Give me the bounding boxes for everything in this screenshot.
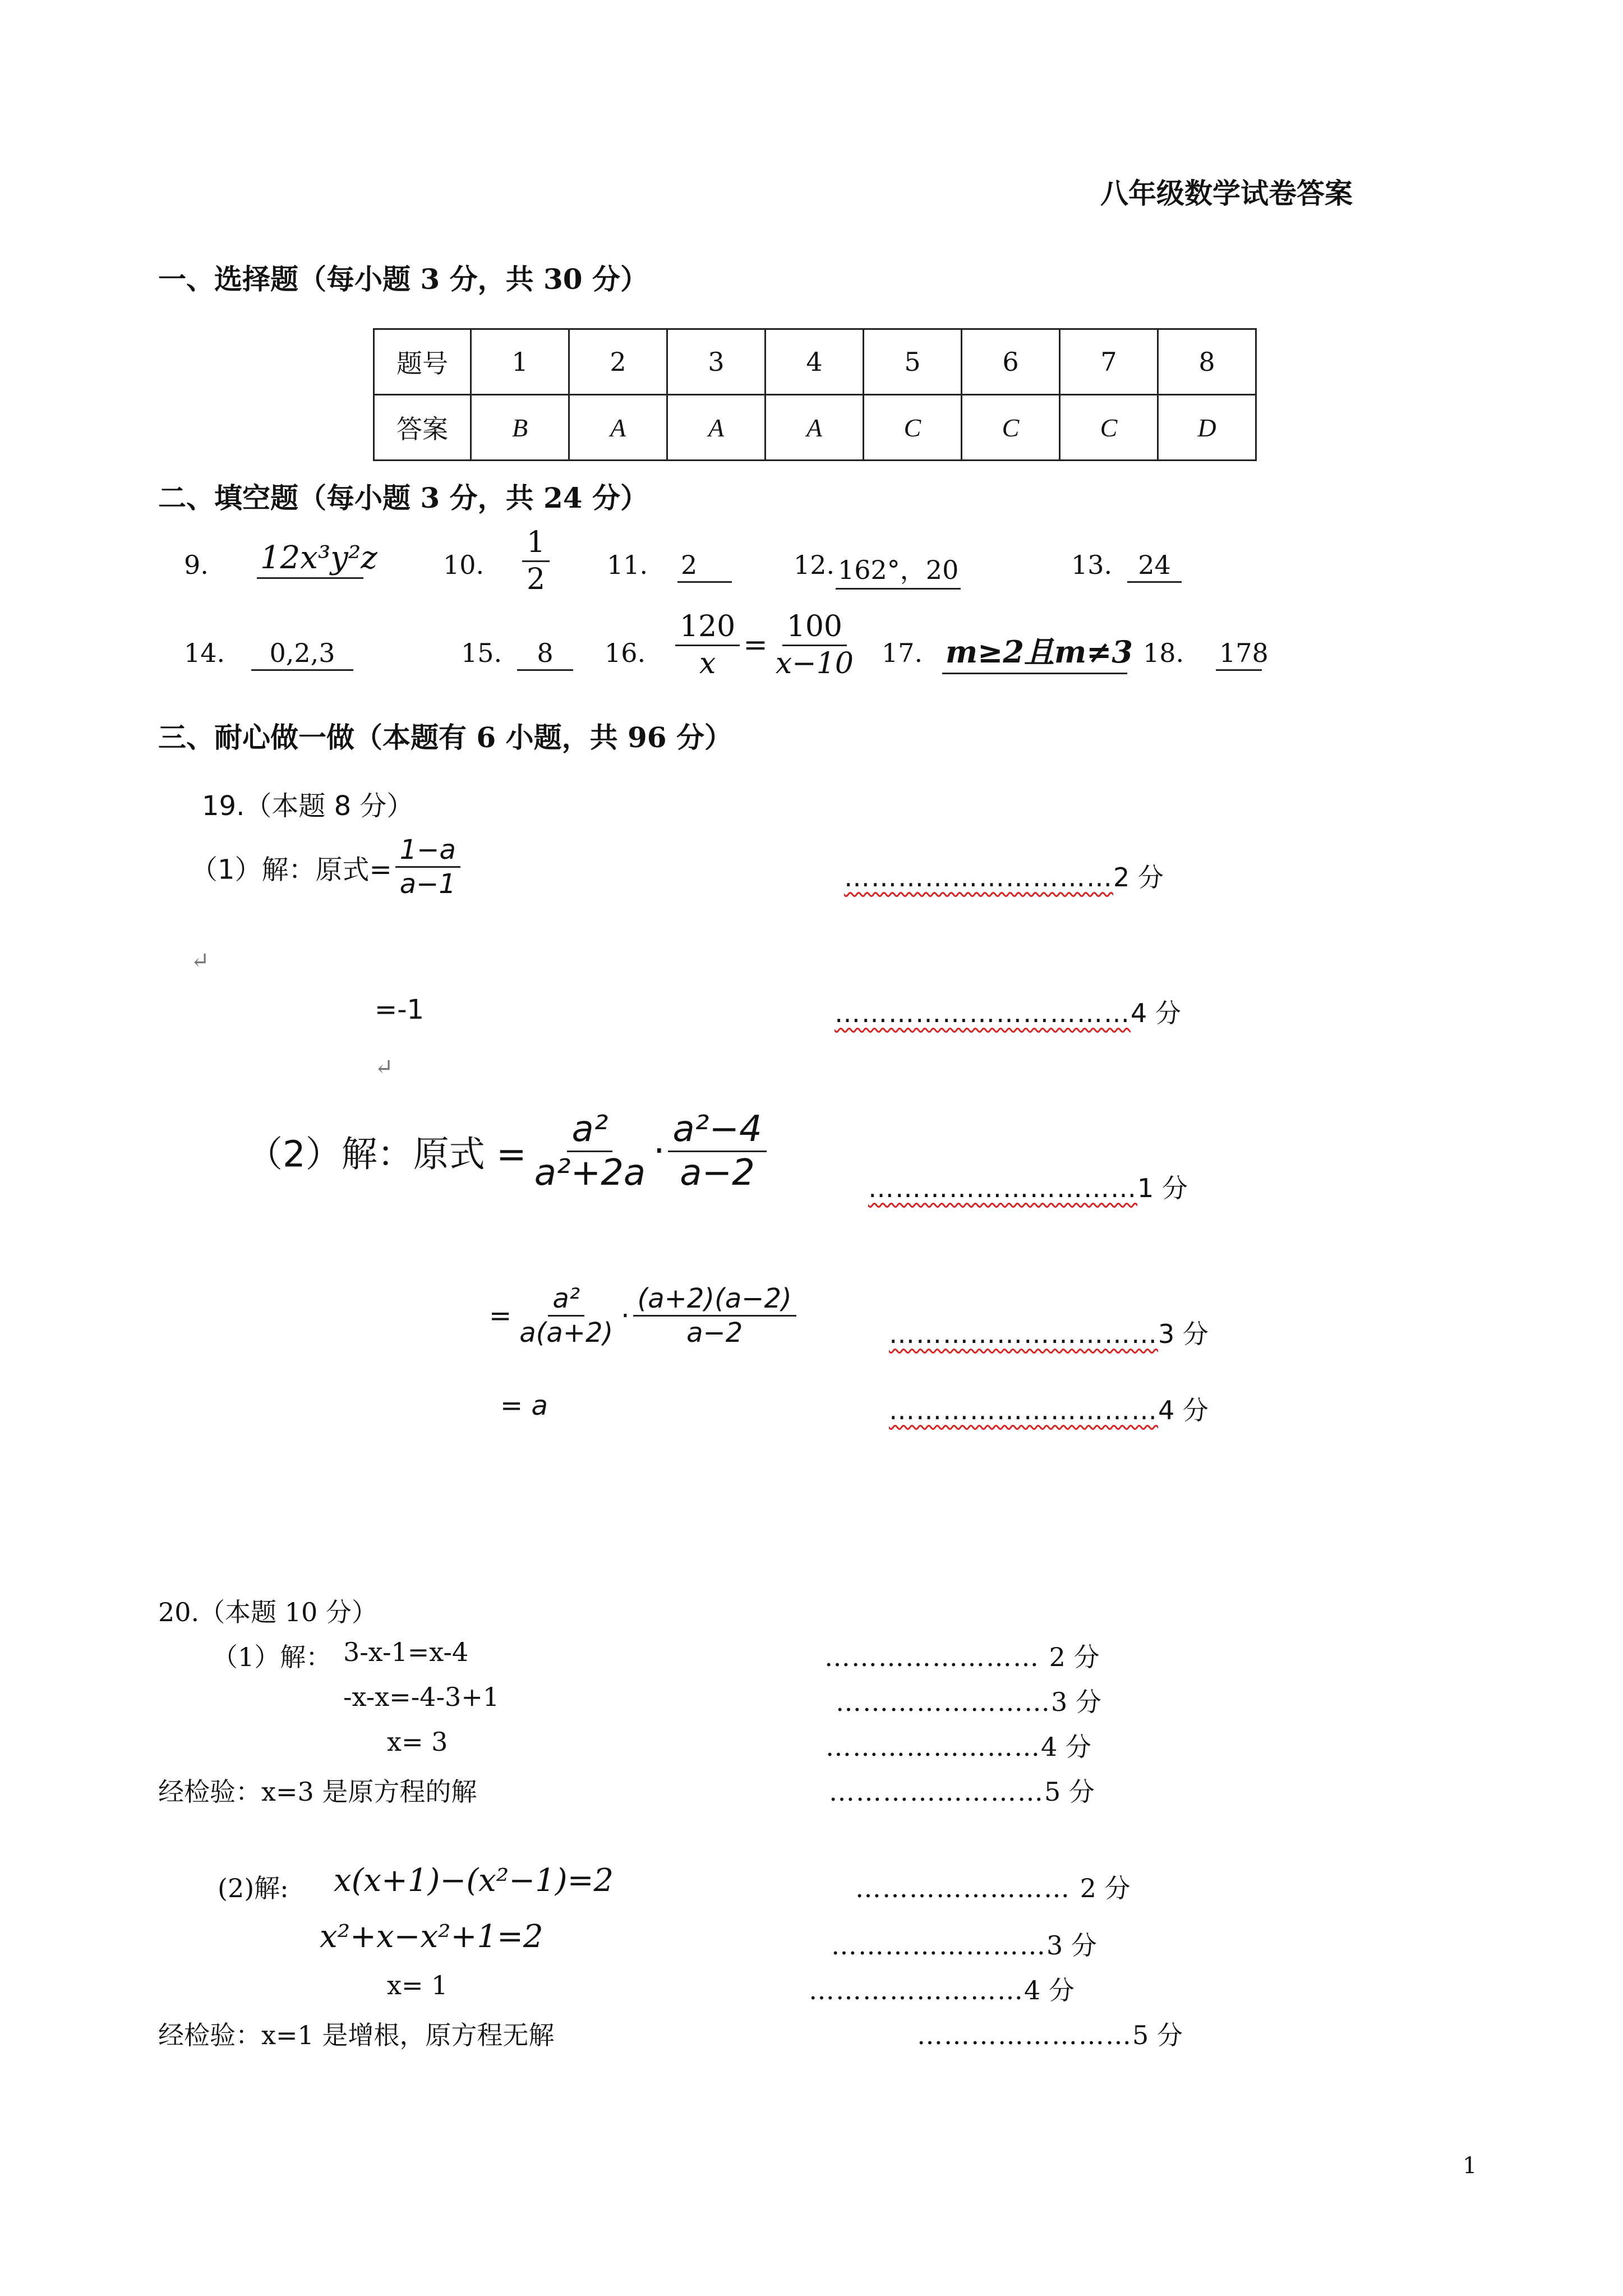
q17-answer-wrap [942, 628, 1133, 674]
table-header-question: 题号 [374, 329, 471, 395]
q19-part1-score: 2 分 [1113, 862, 1164, 892]
q11-answer: 2 [677, 550, 732, 583]
question-number: 2 [569, 329, 667, 395]
q20-part2-line1: x(x+1)−(x²−1)=2 [334, 1862, 614, 1899]
q17-label: 17. [882, 638, 923, 668]
q14-answer-wrap [251, 638, 353, 671]
q13-label: 13. [1071, 550, 1113, 580]
q16-equals: = [743, 628, 768, 662]
q20-part2-line3: x= 1 [387, 1970, 448, 2000]
q12-label: 12. [794, 550, 835, 580]
q15-answer: 8 [517, 638, 573, 671]
q20-part1-check: 经检验：x=3 是原方程的解 [158, 1777, 477, 1807]
q20-part1-score4-line: ……………………5 分 [829, 1777, 1095, 1807]
answer-cell: A [569, 395, 667, 461]
section1-heading: 一、选择题（每小题 3 分，共 30 分） [158, 263, 648, 296]
q13-answer-wrap [1127, 550, 1182, 583]
q12-answer: 162°，20 [836, 550, 961, 590]
q19-part1-prefix: （1）解：原式= [191, 854, 392, 886]
q19-part2-score2: 3 分 [1158, 1319, 1209, 1349]
q19-part2-score1: 1 分 [1137, 1173, 1188, 1203]
q20-part2-score2: 3 分 [1046, 1930, 1097, 1961]
q19-part2-f2-numerator: a²−4 [668, 1111, 766, 1152]
answer-cell: C [962, 395, 1060, 461]
q10-denominator: 2 [527, 562, 546, 596]
q19-part1-score-line: …………………………2 分 [844, 862, 1164, 892]
paragraph-mark-icon: ↵ [191, 948, 210, 974]
q10-numerator: 1 [522, 527, 550, 562]
q20-part2-score4-line: ……………………5 分 [917, 2020, 1183, 2050]
q19-part1-denominator: a−1 [399, 868, 456, 900]
q10-fraction [519, 527, 553, 595]
q20-part1-label: （1）解： [212, 1642, 332, 1672]
q19-part1-score2-line: ……………………………4 分 [834, 998, 1181, 1028]
page-title: 八年级数学试卷答案 [1100, 177, 1353, 210]
q9-answer-wrap [257, 540, 377, 579]
q9-label: 9. [184, 550, 209, 580]
q19-part2-f1-numerator: a² [567, 1111, 612, 1152]
table-row [374, 329, 1256, 395]
q20-part1-line3: x= 3 [387, 1727, 448, 1757]
q19-part1-numerator: 1−a [395, 836, 460, 868]
q14-label: 14. [184, 638, 225, 668]
q19-part2-score1-line: …………………………1 分 [868, 1173, 1188, 1203]
q19-part2-f1-denominator: a²+2a [534, 1152, 646, 1194]
q19-part1-score2: 4 分 [1131, 998, 1181, 1028]
q20-part1-line2: -x-x=-4-3+1 [343, 1682, 500, 1712]
section2-heading: 二、填空题（每小题 3 分，共 24 分） [158, 481, 648, 514]
q18-label: 18. [1143, 638, 1184, 668]
q20-part1-score4: 5 分 [1044, 1777, 1095, 1807]
q11-answer-wrap [677, 550, 732, 583]
q20-part2-score3: 4 分 [1024, 1975, 1075, 2005]
q20-part1-score2: 3 分 [1051, 1687, 1101, 1717]
q19-part2-line2: = $\frac{\text{a²}}{a(a+2)}$ · $\frac{(a+2)(a-2)}{a-2}$ [489, 1285, 800, 1347]
answer-cell: D [1158, 395, 1256, 461]
q15-answer-wrap [517, 638, 573, 671]
question-number: 4 [766, 329, 864, 395]
q20-part2-score1: 2 分 [1080, 1873, 1131, 1903]
question-number: 7 [1060, 329, 1158, 395]
answer-cell: A [667, 395, 766, 461]
q19-part2-l2-f2-numerator: (a+2)(a−2) [633, 1285, 796, 1317]
answer-cell: B [471, 395, 569, 461]
answer-cell: A [766, 395, 864, 461]
question-number: 6 [962, 329, 1060, 395]
q19-part2-prefix: （2）解：原式 = [247, 1134, 527, 1176]
q20-part1-score3-line: ……………………4 分 [826, 1732, 1091, 1762]
q20-part2-line2: x²+x−x²+1=2 [320, 1918, 543, 1955]
q16-label: 16. [605, 638, 646, 668]
q19-part2-score3: 4 分 [1158, 1395, 1209, 1425]
q20-part1-score1: 2 分 [1049, 1642, 1100, 1672]
q18-answer: 178 [1216, 638, 1262, 671]
q20-part1-line1: 3-x-1=x-4 [343, 1637, 469, 1667]
table-row [374, 395, 1256, 461]
q19-part1 [191, 836, 464, 899]
q20-part1-score1-line: …………………… 2 分 [824, 1642, 1100, 1672]
q13-answer: 24 [1127, 550, 1182, 583]
q19-part2-l2-f1-numerator: a² [548, 1285, 584, 1317]
q19-title: 19.（本题 8 分） [202, 790, 414, 822]
q16-numerator-2: 100 [782, 611, 847, 646]
q20-part2-score3-line: ……………………4 分 [809, 1975, 1075, 2005]
q18-answer-wrap [1216, 638, 1269, 671]
answer-table [373, 328, 1257, 461]
question-number: 5 [864, 329, 962, 395]
table-header-answer: 答案 [374, 395, 471, 461]
q14-answer: 0,2,3 [251, 638, 353, 671]
q20-part2-score2-line: ……………………3 分 [831, 1930, 1097, 1961]
q11-label: 11. [607, 550, 648, 580]
q19-part2-score2-line: …………………………3 分 [889, 1319, 1209, 1349]
q19-part2-line3: = a [500, 1390, 548, 1421]
q10-label: 10. [443, 550, 485, 580]
section3-heading: 三、耐心做一做（本题有 6 小题，共 96 分） [158, 721, 732, 754]
question-number: 1 [471, 329, 569, 395]
paragraph-mark-icon: ↵ [375, 1055, 394, 1080]
q19-part2-l2-f2-denominator: a−2 [686, 1317, 743, 1349]
q20-part2-check: 经检验：x=1 是增根，原方程无解 [158, 2020, 555, 2050]
answer-cell: C [1060, 395, 1158, 461]
page-number: 1 [1463, 2153, 1477, 2179]
q16-denominator-2: x−10 [775, 646, 854, 680]
q20-part1-score3: 4 分 [1041, 1732, 1091, 1762]
q9-answer: 12x³y²z [257, 540, 363, 579]
q20-part2-score4: 5 分 [1132, 2020, 1183, 2050]
q20-part1-score2-line: ……………………3 分 [836, 1687, 1101, 1717]
q20-title: 20.（本题 10 分） [158, 1597, 377, 1627]
q19-part2-f2-denominator: a−2 [680, 1152, 755, 1194]
q16-numerator-1: 120 [675, 611, 740, 646]
question-number: 3 [667, 329, 766, 395]
answer-cell: C [864, 395, 962, 461]
q19-part2-l2-f1-denominator: a(a+2) [519, 1317, 614, 1349]
q17-answer: m≥2且m≠3 [942, 628, 1127, 674]
q20-part2-score1-line: …………………… 2 分 [855, 1873, 1131, 1903]
q16-denominator-1: x [699, 646, 716, 680]
q16-equation [672, 611, 861, 679]
q12-answer-wrap [836, 550, 961, 590]
q19-part1-line2: =-1 [375, 994, 425, 1025]
q15-label: 15. [461, 638, 502, 668]
q19-part2: （2）解：原式 = $\frac{\text{a²}}{\text{a²+2a}}$ · $\frac{\text{a²−4}}{a-2}$ [247, 1111, 770, 1192]
q20-part2-label: (2)解: [218, 1873, 289, 1903]
question-number: 8 [1158, 329, 1256, 395]
q19-part2-score3-line: …………………………4 分 [889, 1395, 1209, 1425]
